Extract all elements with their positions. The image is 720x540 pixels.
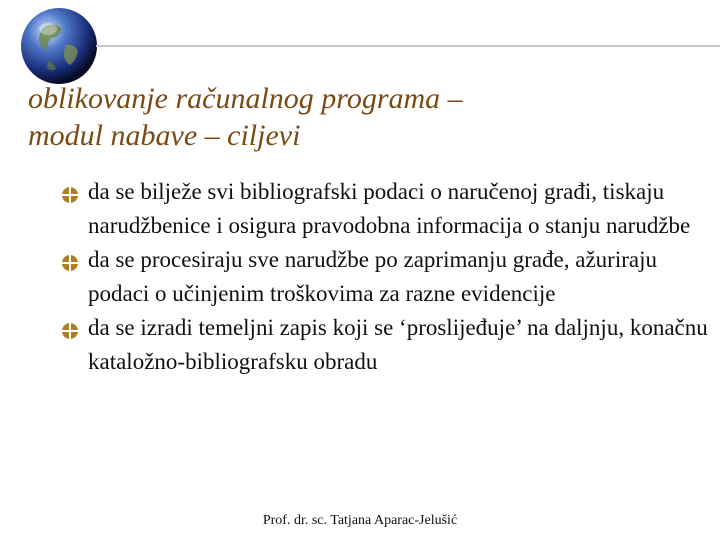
bullet-item — [60, 311, 710, 379]
bullet-item — [60, 243, 710, 311]
title-line-1: oblikovanje računalnog programa – — [28, 82, 463, 115]
bullet-marker-icon — [60, 181, 80, 201]
bullet-marker-icon — [60, 317, 80, 337]
bullet-text: da se bilježe svi bibliografski podaci o naručenoj građi, tiskaju narudžbenice i osigura pravodobna informacija o stanju narudžbe — [88, 179, 691, 238]
bullet-item — [60, 175, 710, 243]
bullet-text: da se izradi temeljni zapis koji se ‘proslijeđuje’ na daljnju, konačnu kataložno-bibliografsku obradu — [88, 315, 708, 374]
footer-author: Prof. dr. sc. Tatjana Aparac-Jelušić — [262, 513, 458, 528]
header-rule — [96, 45, 720, 47]
bullet-marker-icon — [60, 249, 80, 269]
bullet-list — [60, 175, 710, 379]
globe-icon — [18, 5, 100, 87]
title-line-2: modul nabave – ciljevi — [28, 119, 301, 152]
bullet-text: da se procesiraju sve narudžbe po zaprimanju građe, ažuriraju podaci o učinjenim troškovima za razne evidencije — [88, 247, 657, 306]
slide-title — [28, 80, 708, 154]
